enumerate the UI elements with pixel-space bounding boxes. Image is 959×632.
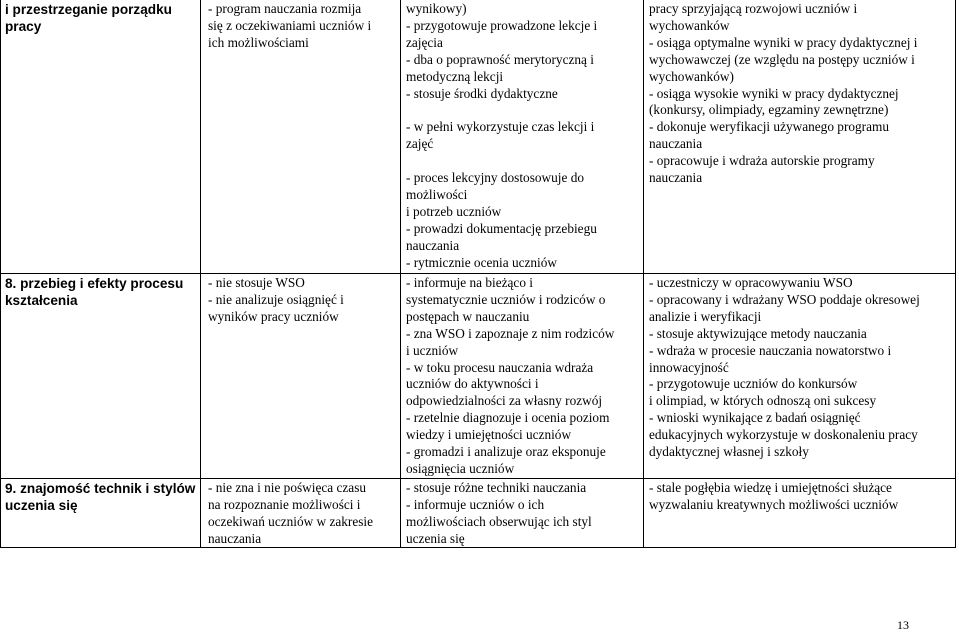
- low-level-cell: - nie stosuje WSO - nie analizuje osiągnięć i wyników pracy uczniów: [208, 275, 344, 324]
- high-level-cell: - stale pogłębia wiedzę i umiejętności służące wyzwalaniu kreatywnych możliwości uczniów: [649, 480, 899, 512]
- table-border-col4: [643, 0, 644, 548]
- table-border-right: [955, 0, 956, 548]
- criterion-cell: 8. przebieg i efekty procesu kształcenia: [5, 276, 184, 308]
- high-level-cell: - uczestniczy w opracowywaniu WSO - opracowany i wdrażany WSO poddaje okresowej analizie i weryfikacji - stosuje aktywizujące metody nauczania - wdraża w procesie nauczania nowatorstwo i innowacyjność - przygotowuje uczniów do konkursów i olimpiad, w których odnoszą oni sukcesy - wnioski wynikające z badań osiągnięć edukacyjnych wykorzystuje w doskonaleniu pracy dydaktycznej własnej i szkoły: [649, 275, 920, 460]
- high-level-cell: pracy sprzyjającą rozwojowi uczniów i wychowanków - osiąga optymalne wyniki w pracy dydaktycznej i wychowawczej (ze względu na postępy uczniów i wychowanków) - osiąga wysokie wyniki w pracy dydaktycznej (konkursy, olimpiady, egzaminy zewnętrzne) - dokonuje weryfikacji używanego programu nauczania - opracowuje i wdraża autorskie programy nauczania: [649, 1, 918, 186]
- low-level-cell: - nie zna i nie poświęca czasu na rozpoznanie możliwości i oczekiwań uczniów w zakresie nauczania: [208, 480, 374, 546]
- low-level-cell: - program nauczania rozmija się z oczekiwaniami uczniów i ich możliwościami: [208, 1, 372, 50]
- criterion-cell: i przestrzeganie porządku pracy: [5, 2, 172, 34]
- table-border-col3: [400, 0, 401, 548]
- row-divider-1: [0, 273, 955, 274]
- page-number: 13: [897, 618, 909, 632]
- mid-level-cell: - stosuje różne techniki nauczania - informuje uczniów o ich możliwościach obserwując ich styl uczenia się: [406, 480, 592, 546]
- criterion-cell: 9. znajomość technik i stylów uczenia się: [5, 481, 196, 513]
- table-border-left: [0, 0, 1, 548]
- table-border-col2: [200, 0, 201, 548]
- mid-level-cell: wynikowy) - przygotowuje prowadzone lekcje i zajęcia - dba o poprawność merytoryczną i metodyczną lekcji - stosuje środki dydaktyczne - w pełni wykorzystuje czas lekcji i zajęć - proces lekcyjny dostosowuje do możliwości i potrzeb uczniów - prowadzi dokumentację przebiegu nauczania - rytmicznie ocenia uczniów: [406, 1, 598, 270]
- mid-level-cell: - informuje na bieżąco i systematycznie uczniów i rodziców o postępach w nauczaniu - zna WSO i zapoznaje z nim rodziców i uczniów - w toku procesu nauczania wdraża uczniów do aktywności i odpowiedzialności za własny rozwój - rzetelnie diagnozuje i ocenia poziom wiedzy i umiejętności uczniów - gromadzi i analizuje oraz eksponuje osiągnięcia uczniów: [406, 275, 615, 476]
- row-divider-2: [0, 478, 955, 479]
